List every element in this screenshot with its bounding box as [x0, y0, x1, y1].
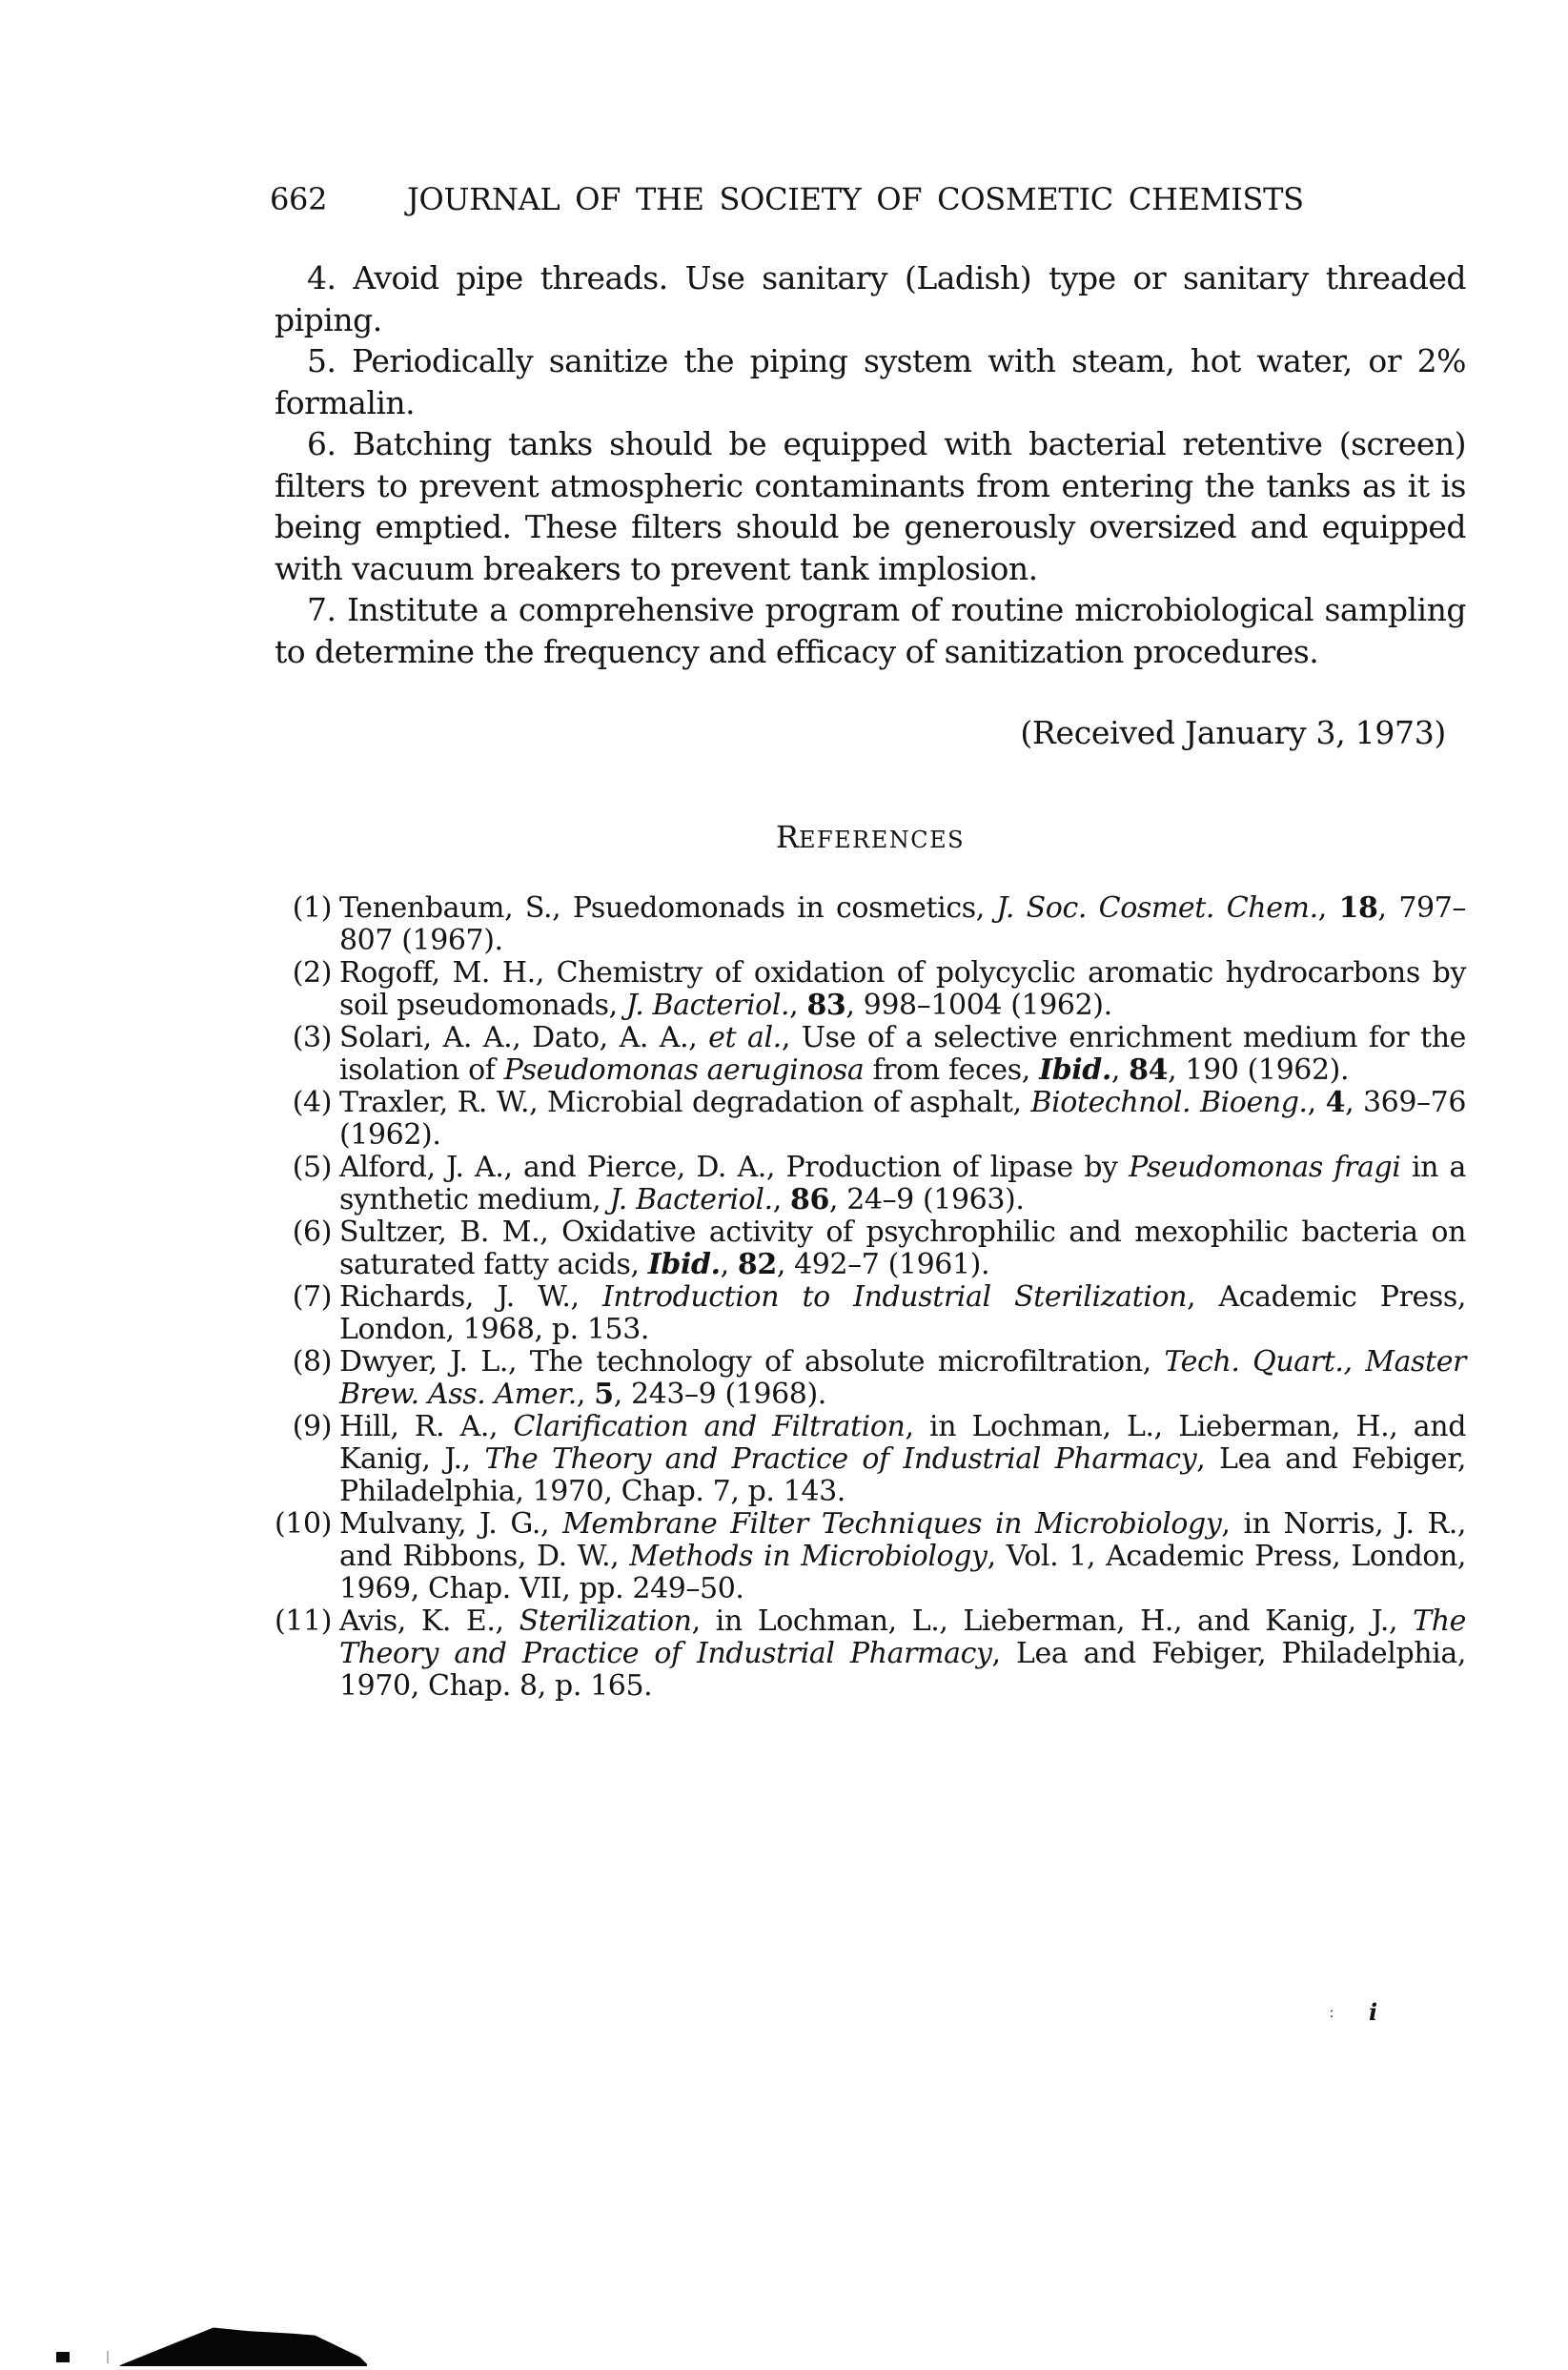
- reference-item: [275, 1605, 1466, 1703]
- reference-item: [275, 1216, 1466, 1281]
- reference-text-segment: , 190 (1962).: [1168, 1053, 1350, 1087]
- reference-text-segment: 83: [806, 989, 846, 1022]
- reference-text-segment: Dwyer, J. L., The technology of absolute microfiltration,: [339, 1345, 1165, 1379]
- body-line: being emptied. These filters should be generously oversized and equipped: [275, 508, 1466, 545]
- reference-text-segment: 5: [594, 1378, 614, 1411]
- reference-text-segment: 86: [789, 1183, 829, 1216]
- reference-text-segment: Sterilization: [519, 1604, 692, 1638]
- reference-text-segment: The Theory and Practice of Industrial Pharmacy: [484, 1442, 1197, 1476]
- reference-number: (8): [292, 1345, 332, 1379]
- reference-number: (6): [292, 1216, 332, 1249]
- reference-text-segment: The Theory and Practice of Industrial Pharmacy: [339, 1604, 1466, 1670]
- reference-text-segment: 82: [737, 1248, 777, 1281]
- reference-text-segment: Rogoff, M. H., Chemistry of oxidation of polycyclic aromatic hydrocarbons by soil pseudomonads,: [339, 956, 1466, 1022]
- reference-text-segment: , in Lochman, L., Lieberman, H., and Kanig, J.,: [691, 1604, 1414, 1638]
- reference-text-segment: Sultzer, B. M., Oxidative activity of psychrophilic and mexophilic bacteria on saturated fatty acids,: [339, 1216, 1466, 1281]
- reference-text-segment: , in Norris, J. R., and Ribbons, D. W.,: [339, 1507, 1466, 1573]
- reference-text-segment: ,: [1307, 1086, 1326, 1119]
- body-line: 6. Batching tanks should be equipped with bacterial retentive (screen): [307, 425, 1466, 462]
- scan-artifact-square: [56, 2352, 70, 2362]
- reference-item: [275, 957, 1466, 1022]
- body-line: piping.: [275, 300, 382, 338]
- running-head: [0, 180, 1568, 218]
- reference-text-segment: Pseudomonas aeruginosa: [503, 1053, 865, 1087]
- body-line: 5. Periodically sanitize the piping system with steam, hot water, or 2%: [307, 342, 1466, 379]
- reference-text-segment: Ibid.: [1039, 1053, 1111, 1087]
- reference-text-segment: in a synthetic medium,: [339, 1151, 1467, 1216]
- reference-text-segment: ,: [1317, 891, 1339, 925]
- reference-text-segment: , 369–76 (1962).: [339, 1086, 1467, 1152]
- body-line: 7. Institute a comprehensive program of routine microbiological sampling: [307, 591, 1466, 628]
- reference-text-segment: , 243–9 (1968).: [613, 1378, 826, 1411]
- reference-number: (9): [292, 1410, 332, 1443]
- reference-text-segment: Biotechnol. Bioeng.: [1030, 1086, 1308, 1119]
- reference-number: (4): [292, 1086, 332, 1119]
- reference-number: (10): [275, 1507, 332, 1541]
- scan-artifact-colon-mark: :: [1329, 2002, 1335, 2022]
- reference-item: [275, 1022, 1466, 1087]
- reference-text-segment: Tech. Quart., Master Brew. Ass. Amer.: [339, 1345, 1466, 1411]
- reference-text-segment: , Lea and Febiger, Philadelphia, 1970, Chap. 8, p. 165.: [339, 1637, 1466, 1703]
- reference-number: (1): [292, 891, 332, 925]
- reference-text-segment: 4: [1325, 1086, 1346, 1119]
- body-text: [275, 257, 1466, 672]
- references-list: [275, 892, 1466, 1703]
- reference-item: [275, 1411, 1466, 1508]
- journal-title: JOURNAL OF THE SOCIETY OF COSMETIC CHEMISTS: [407, 181, 1304, 217]
- references-heading-initial: R: [775, 819, 799, 855]
- reference-item: [275, 1087, 1466, 1152]
- reference-text-segment: from feces,: [864, 1053, 1040, 1087]
- reference-number: (2): [292, 956, 332, 990]
- body-line: formalin.: [275, 383, 416, 421]
- reference-text-segment: ,: [1110, 1053, 1130, 1087]
- reference-text-segment: Pseudomonas fragi: [1129, 1151, 1401, 1184]
- page-number: 662: [270, 181, 328, 217]
- body-line: filters to prevent atmospheric contaminants from entering the tanks as it is: [275, 466, 1466, 504]
- reference-text-segment: Traxler, R. W., Microbial degradation of asphalt,: [339, 1086, 1031, 1119]
- reference-text-segment: Methods in Microbiology: [629, 1540, 988, 1573]
- references-heading: [275, 820, 1466, 860]
- reference-text-segment: , 492–7 (1961).: [776, 1248, 990, 1281]
- reference-text-segment: , 24–9 (1963).: [828, 1183, 1025, 1216]
- reference-text-segment: Avis, K. E.,: [339, 1604, 519, 1638]
- reference-text-segment: J. Soc. Cosmet. Chem.: [996, 891, 1318, 925]
- reference-text-segment: J. Bacteriol.: [625, 989, 790, 1022]
- reference-text-segment: Richards, J. W.,: [339, 1280, 602, 1314]
- reference-text-segment: 84: [1129, 1053, 1169, 1087]
- reference-number: (5): [292, 1151, 332, 1184]
- reference-text-segment: , 998–1004 (1962).: [845, 989, 1112, 1022]
- body-line: with vacuum breakers to prevent tank implosion.: [275, 549, 1038, 587]
- reference-text-segment: , Academic Press, London, 1968, p. 153.: [339, 1280, 1466, 1346]
- reference-text-segment: Clarification and Filtration: [513, 1410, 906, 1443]
- reference-text-segment: J. Bacteriol.: [609, 1183, 773, 1216]
- body-line: 4. Avoid pipe threads. Use sanitary (Ladish) type or sanitary threaded: [307, 259, 1466, 296]
- reference-text-segment: Solari, A. A., Dato, A. A.,: [339, 1021, 709, 1054]
- reference-text-segment: , Use of a selective enrichment medium for the isolation of: [339, 1021, 1466, 1087]
- reference-text-segment: , Lea and Febiger, Philadelphia, 1970, Chap. 7, p. 143.: [339, 1442, 1467, 1508]
- reference-text-segment: Alford, J. A., and Pierce, D. A., Production of lipase by: [339, 1151, 1130, 1184]
- scan-artifact-tick: [107, 2351, 109, 2363]
- received-date-note: (Received January 3, 1973): [1020, 714, 1446, 751]
- reference-item: [275, 1152, 1466, 1216]
- reference-text-segment: ,: [576, 1378, 595, 1411]
- reference-number: (7): [292, 1280, 332, 1314]
- references-heading-rest: EFERENCES: [798, 827, 966, 853]
- reference-item: [275, 1508, 1466, 1605]
- reference-text-segment: ,: [720, 1248, 738, 1281]
- reference-text-segment: , Vol. 1, Academic Press, London, 1969, Chap. VII, pp. 249–50.: [339, 1540, 1467, 1605]
- scan-artifact-i-mark: i: [1369, 1998, 1378, 2026]
- reference-text-segment: Mulvany, J. G.,: [339, 1507, 563, 1541]
- reference-number: (3): [292, 1021, 332, 1054]
- reference-item: [275, 1346, 1466, 1411]
- reference-text-segment: ,: [772, 1183, 790, 1216]
- scan-artifact-blob: [119, 2323, 367, 2366]
- reference-text-segment: , 797–807 (1967).: [339, 891, 1466, 957]
- reference-text-segment: , in Lochman, L., Lieberman, H., and Kanig, J.,: [339, 1410, 1466, 1476]
- reference-text-segment: Hill, R. A.,: [339, 1410, 514, 1443]
- reference-text-segment: 18: [1338, 891, 1378, 925]
- reference-text-segment: Ibid.: [647, 1248, 721, 1281]
- reference-text-segment: Tenenbaum, S., Psuedomonads in cosmetics,: [339, 891, 997, 925]
- reference-number: (11): [275, 1604, 332, 1638]
- reference-item: [275, 1281, 1466, 1346]
- reference-text-segment: Membrane Filter Techniques in Microbiology: [562, 1507, 1222, 1541]
- reference-text-segment: ,: [789, 989, 807, 1022]
- reference-text-segment: et al.: [708, 1021, 782, 1054]
- reference-text-segment: Introduction to Industrial Sterilization: [601, 1280, 1188, 1314]
- body-line: to determine the frequency and efficacy of sanitization procedures.: [275, 632, 1319, 670]
- reference-item: [275, 892, 1466, 957]
